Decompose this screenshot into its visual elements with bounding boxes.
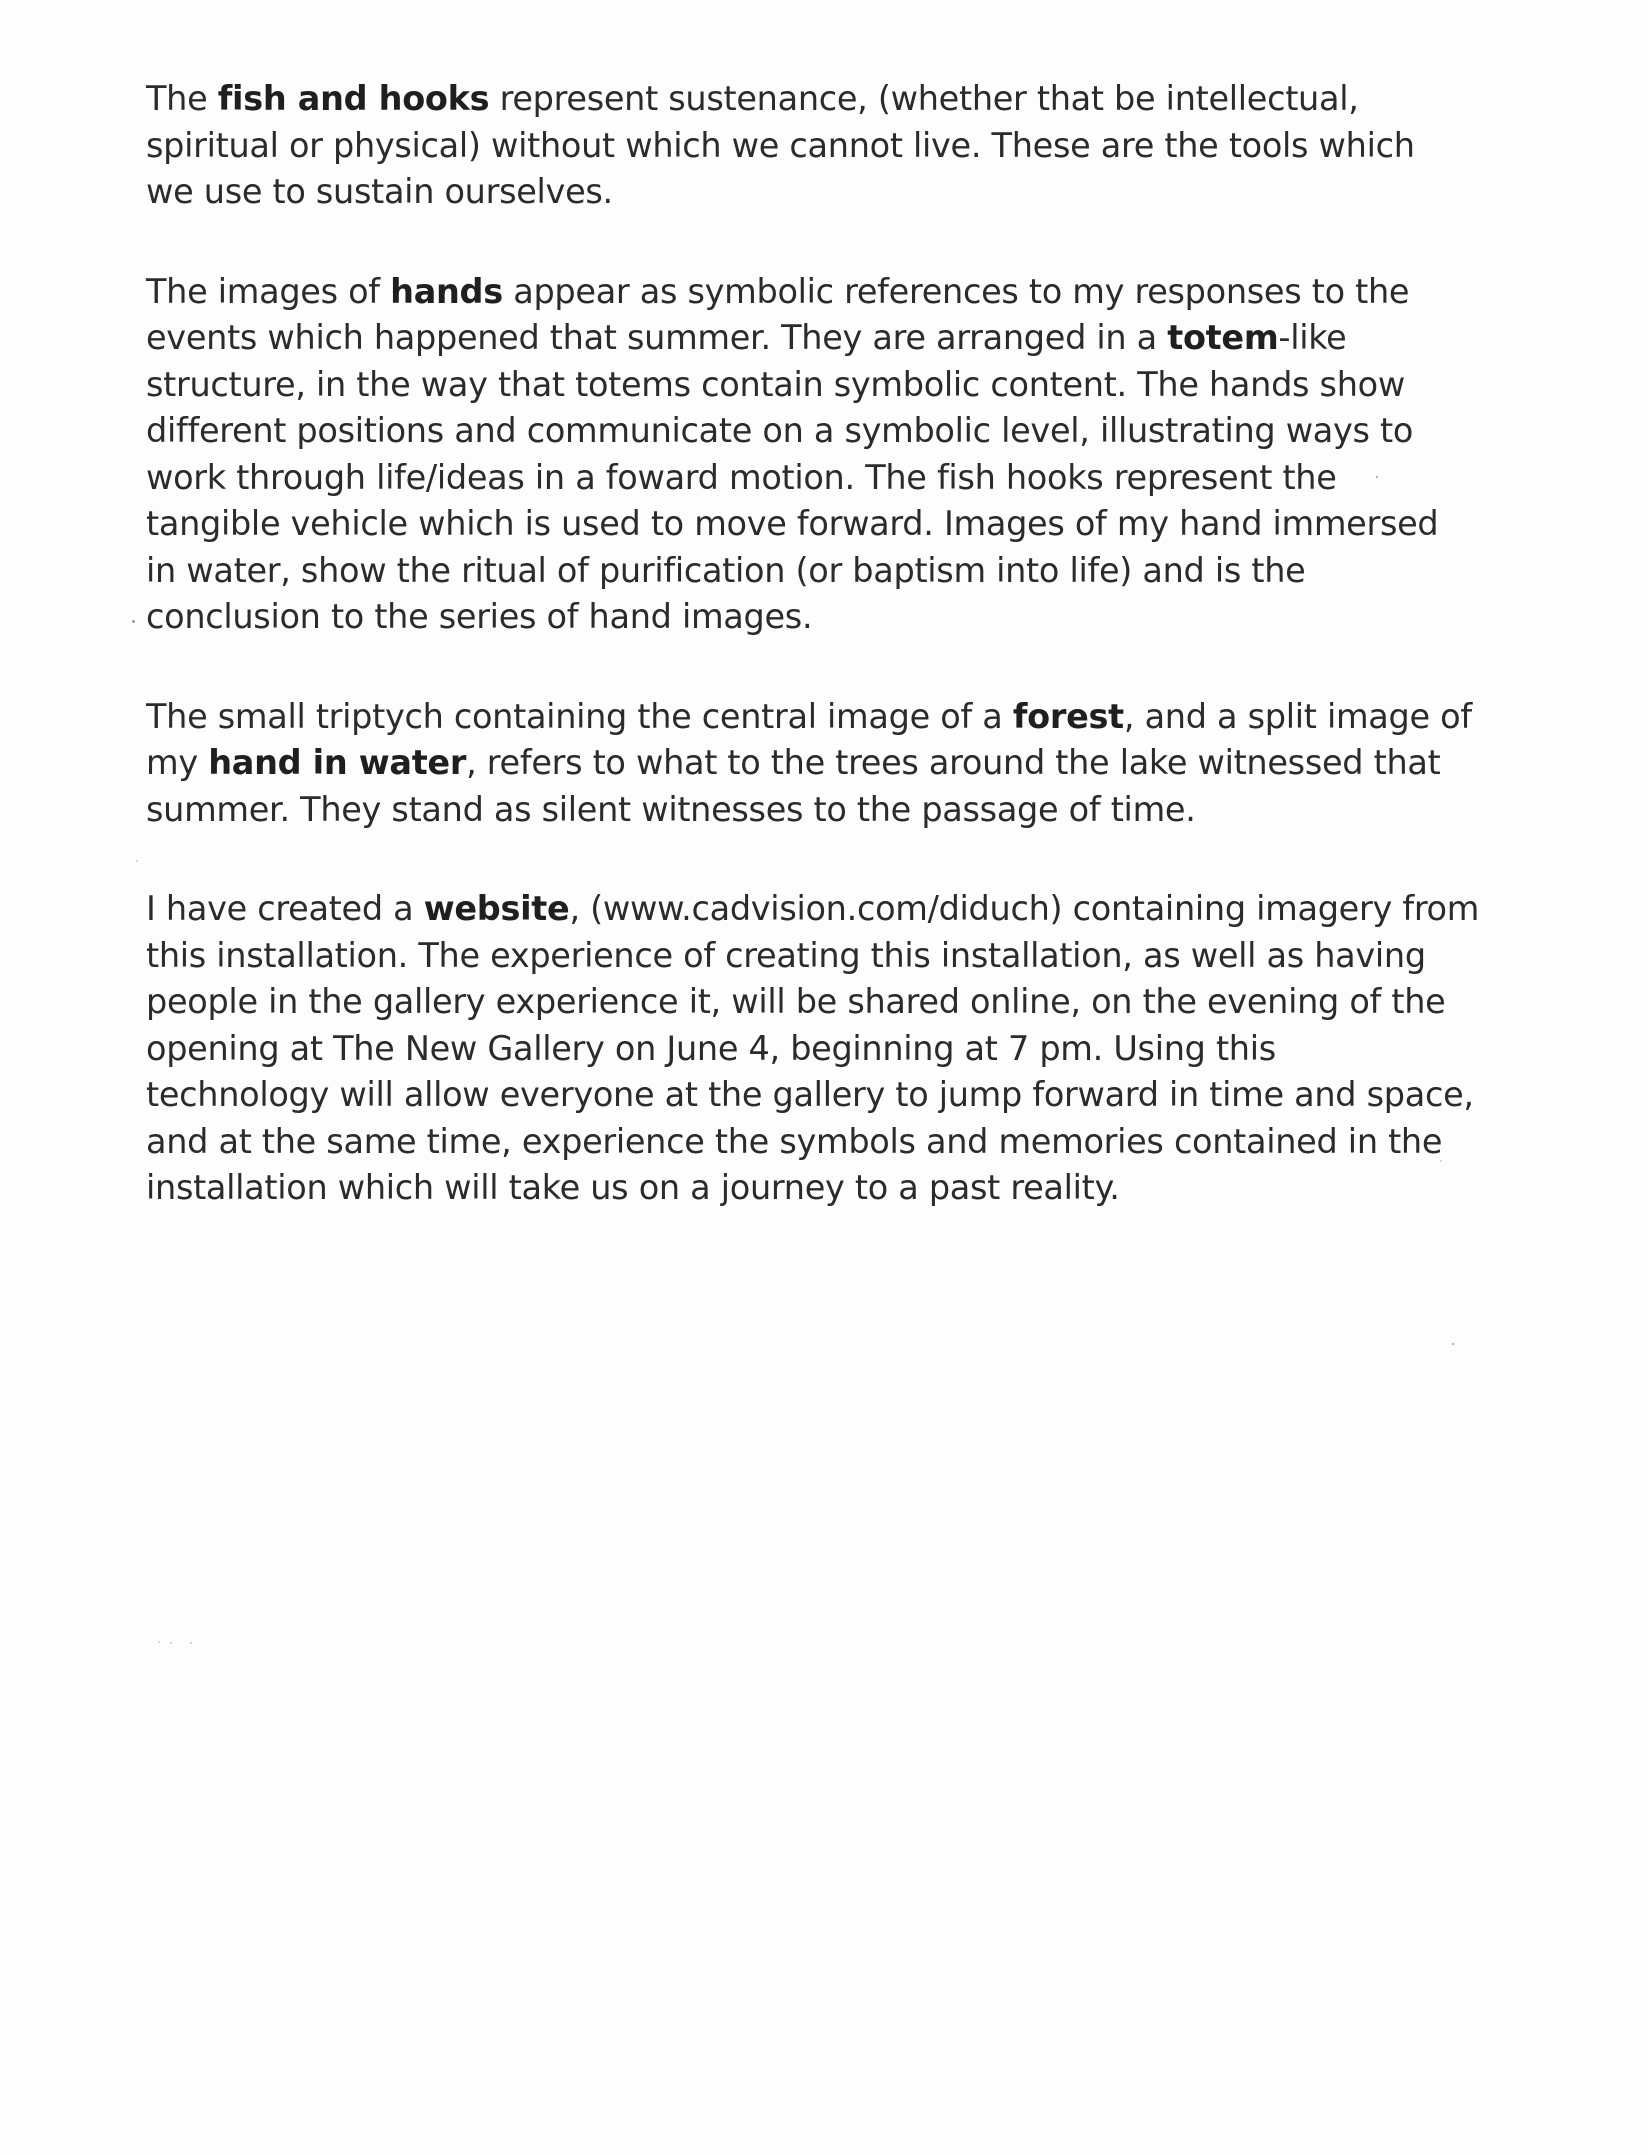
text-run: spiritual or physical) without which we cannot live. These are the tools which: [146, 125, 1415, 165]
text-line: [146, 1165, 1516, 1212]
paragraph: [146, 269, 1516, 641]
bold-term: fish and hooks: [217, 79, 490, 118]
text-run: different positions and communicate on a symbolic level, illustrating ways to: [146, 411, 1414, 450]
text-line: [146, 169, 1516, 216]
text-run: in water, show the ritual of purification (or baptism into life) and is the: [146, 550, 1306, 590]
scan-speck: [1452, 1343, 1454, 1345]
text-run: The small triptych containing the central image of a: [146, 696, 1013, 736]
text-run: conclusion to the series of hand images.: [146, 597, 813, 636]
text-line: [146, 594, 1516, 641]
scan-speck: [132, 620, 135, 623]
text-run: , refers to what to the trees around the lake witnessed that: [466, 743, 1441, 782]
scan-speck: [170, 1642, 172, 1644]
text-line: [146, 455, 1516, 502]
text-line: [146, 269, 1516, 316]
text-line: [146, 123, 1516, 170]
text-line: [146, 362, 1516, 409]
text-run: my: [146, 743, 209, 782]
text-run: people in the gallery experience it, will be shared online, on the evening of the: [146, 982, 1446, 1021]
text-line: [146, 501, 1516, 548]
text-run: represent sustenance, (whether that be intellectual,: [489, 79, 1359, 118]
text-line: [146, 886, 1516, 933]
paragraph: [146, 886, 1516, 1212]
scan-speck: [1440, 1160, 1442, 1162]
text-line: [146, 694, 1516, 741]
scan-speck: [1376, 476, 1378, 478]
text-line: [146, 740, 1516, 787]
text-run: , (www.cadvision.com/diduch) containing imagery from: [569, 889, 1480, 928]
text-run: work through life/ideas in a foward motion. The fish hooks represent the: [146, 457, 1337, 497]
text-run: appear as symbolic references to my responses to the: [502, 271, 1410, 311]
paragraph: [146, 76, 1516, 216]
text-line: [146, 1072, 1516, 1119]
text-run: , and a split image of: [1123, 696, 1472, 736]
text-line: [146, 1119, 1516, 1166]
document-body: [146, 76, 1516, 1265]
text-line: [146, 548, 1516, 595]
bold-term: hands: [390, 271, 503, 311]
text-line: [146, 408, 1516, 455]
text-line: [146, 787, 1516, 834]
text-line: [146, 76, 1516, 123]
bold-term: hand in water: [208, 743, 467, 782]
text-run: The images of: [146, 271, 391, 311]
text-run: structure, in the way that totems contain symbolic content. The hands show: [146, 364, 1405, 404]
text-run: this installation. The experience of creating this installation, as well as having: [146, 935, 1426, 975]
text-run: tangible vehicle which is used to move forward. Images of my hand immersed: [146, 504, 1439, 543]
text-run: we use to sustain ourselves.: [146, 172, 613, 211]
paragraph: [146, 694, 1516, 834]
text-run: and at the same time, experience the symbols and memories contained in the: [146, 1121, 1443, 1161]
text-run: The: [146, 79, 218, 118]
text-line: [146, 315, 1516, 362]
bold-term: website: [423, 889, 570, 928]
text-line: [146, 933, 1516, 980]
bold-term: totem: [1167, 318, 1279, 357]
scan-speck: [190, 1642, 192, 1644]
text-run: summer. They stand as silent witnesses to the passage of time.: [146, 789, 1196, 829]
scan-speck: [136, 860, 138, 862]
text-line: [146, 1026, 1516, 1073]
text-run: -like: [1278, 318, 1347, 357]
text-line: [146, 979, 1516, 1026]
scan-speck: [158, 1641, 160, 1643]
text-run: opening at The New Gallery on June 4, beginning at 7 pm. Using this: [146, 1028, 1276, 1068]
text-run: events which happened that summer. They are arranged in a: [146, 318, 1168, 357]
text-run: technology will allow everyone at the gallery to jump forward in time and space,: [146, 1075, 1474, 1114]
bold-term: forest: [1012, 696, 1124, 736]
text-run: I have created a: [146, 889, 424, 928]
text-run: installation which will take us on a journey to a past reality.: [146, 1168, 1120, 1207]
